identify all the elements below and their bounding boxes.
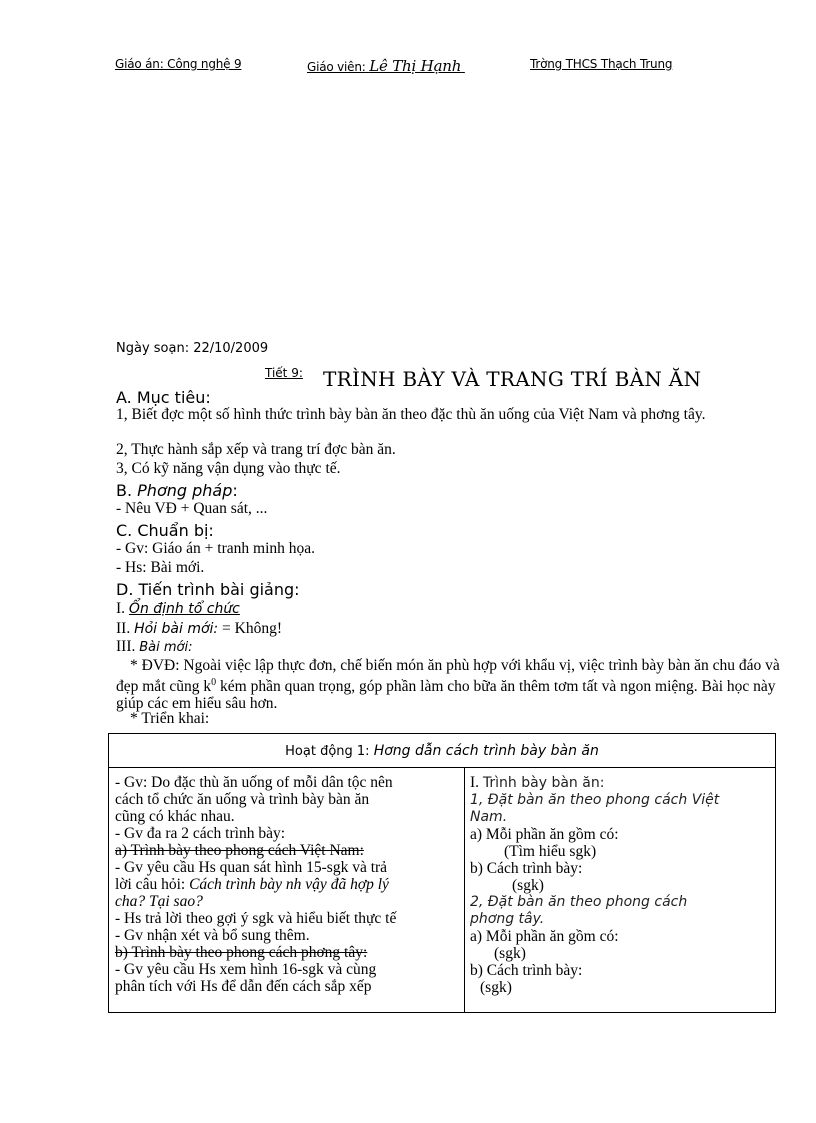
right-line: a) Mỗi phần ăn gồm có: [470,928,619,945]
header-teacher [307,57,517,75]
left-line: - Gv: Do đặc thù ăn uống of mỗi dân tộc nên [115,774,393,791]
right-line: (sgk) [494,945,526,962]
section-a-item-3: 3, Có kỹ năng vận dụng vào thực tế. [116,460,341,477]
step-1 [116,600,240,618]
step-2-text: Hỏi bài mới: [134,621,219,637]
step-3-text: Bài mới: [139,640,193,655]
preparation-date: Ngày soạn: 22/10/2009 [116,341,269,356]
teacher-student-activity-column [115,774,460,995]
section-a-heading: A. Mục tiêu: [116,388,211,407]
left-line: cách tổ chức ăn uống và trình bày bàn ăn [115,791,370,808]
left-line [115,893,460,910]
left-line: - Gv nhận xét và bổ sung thêm. [115,927,310,944]
header-teacher-label: Giáo viên: [307,60,366,74]
left-line: - Gv yêu cầu Hs xem hình 16-sgk và cùng [115,961,377,978]
trien-khai: * Triển khai: [130,710,210,727]
right-line: Nam. [470,809,508,825]
left-line: - Gv yêu cầu Hs quan sát hình 15-sgk và trả [115,859,388,876]
step-2 [116,620,282,638]
section-c-item-1: - Gv: Giáo án + tranh minh họa. [116,540,316,557]
right-line: a) Mỗi phần ăn gồm có: [470,826,619,843]
section-b-item-1: - Nêu VĐ + Quan sát, ... [116,500,268,517]
left-line-question: Cách trình bày nh vậy đã hợp lý [189,876,389,893]
right-line: b) Cách trình bày: [470,962,583,979]
left-line: phân tích với Hs để dẫn đến cách sắp xếp [115,978,372,995]
activity-table [108,733,776,1013]
lesson-content-column [470,774,770,996]
lesson-number: Tiết 9: [265,366,303,380]
step-3 [116,638,193,656]
left-line [115,876,460,893]
table-header-prefix: Hoạt động 1: [285,744,374,759]
right-line: b) Cách trình bày: [470,860,583,877]
table-divider [464,768,465,1012]
section-d-heading: D. Tiến trình bài giảng: [116,580,300,599]
intro-rest: kém phần quan trọng, góp phần làm cho bữa ăn thêm tơm tất và ngon miệng. Bài học này giúp các em hiểu sâu hơn. [116,678,776,713]
step-1-text: Ổn định tổ chức [128,601,240,617]
step-1-prefix: I. [116,600,129,617]
left-line-strike: b) Trình bày theo phong cách phơng tây: [115,944,368,961]
section-c-item-2: - Hs: Bài mới. [116,559,205,576]
left-line-strike: a) Trình bày theo phong cách Việt Nam: [115,842,364,859]
header-subject: Giáo án: Công nghệ 9 [115,57,242,71]
left-line-lead: lời câu hỏi: [115,876,190,893]
step-3-prefix: III. [116,638,140,655]
section-b-heading-prefix: B. [116,481,138,500]
right-line: phơng tây. [470,911,545,927]
left-line-question-end: cha? Tại sao? [115,893,203,910]
section-b-heading-word: Phơng pháp [137,481,233,500]
right-line: 1, Đặt bàn ăn theo phong cách Việt [470,792,720,808]
right-line: I. Trình bày bàn ăn: [470,774,605,791]
intro-text: * ĐVĐ: Ngoài việc lập thực đơn, chế biến món ăn phù hợp với khẩu vị, việc trình bày bàn ăn chu đáo và đẹp mắt cũng k [116,657,780,696]
section-b-heading-suffix: : [232,481,238,500]
section-b-heading [116,481,238,500]
table-header [109,734,775,768]
table-header-title: Hơng dẫn cách trình bày bàn ăn [373,743,599,759]
section-a-item-1: 1, Biết đợc một số hình thức trình bày bàn ăn theo đặc thù ăn uống của Việt Nam và phơng tây. [116,406,706,423]
intro-sup: 0 [211,677,217,688]
left-line: - Hs trả lời theo gợi ý sgk và hiểu biết thực tế [115,910,397,927]
lesson-title: TRÌNH BÀY VÀ TRANG TRÍ BÀN ĂN [323,367,702,391]
step-2-prefix: II. [116,620,135,637]
intro-paragraph [116,657,806,712]
right-line: 2, Đặt bàn ăn theo phong cách [470,894,688,910]
right-line: (sgk) [512,877,544,894]
section-c-heading: C. Chuẩn bị: [116,521,214,540]
left-line: - Gv đa ra 2 cách trình bày: [115,825,286,842]
step-2-suffix: = Không! [218,620,282,637]
header-school: Trờng THCS Thạch Trung [530,57,673,71]
section-a-item-2: 2, Thực hành sắp xếp và trang trí đợc bàn ăn. [116,441,396,458]
right-line: (Tìm hiểu sgk) [504,843,597,860]
left-line: cũng có khác nhau. [115,808,235,825]
header-teacher-name: Lê Thị Hạnh [369,57,462,75]
right-line: (sgk) [480,979,512,996]
right-line-heading: Trình bày bàn ăn: [482,775,605,791]
